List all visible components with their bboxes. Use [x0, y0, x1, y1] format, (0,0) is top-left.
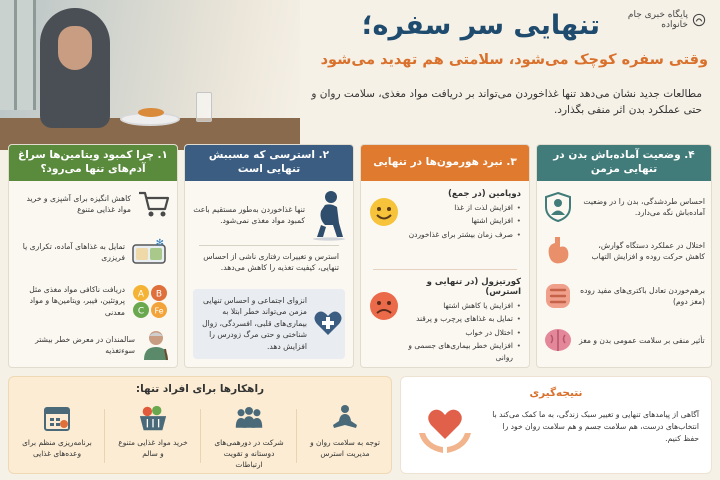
stomach-icon [543, 235, 573, 267]
list-item: • افزایش اشتها [405, 215, 521, 226]
heart-hands-icon [415, 399, 475, 459]
list-item: • افزایش لذت از غذا [405, 202, 521, 213]
conclusion-title: نتیجه‌گیری [529, 387, 583, 399]
item-text: تنها غذاخوردن به‌طور مستقیم باعث کمبود مواد مغذی نمی‌شود. [193, 204, 305, 225]
list-item: • افزایش یا کاهش اشتها [405, 300, 521, 311]
list-item [15, 189, 171, 219]
list-item: • تمایل به غذاهای پرچرب و پرقند [405, 313, 521, 324]
card-title: ۳. نبرد هورمون‌ها در تنهایی [361, 145, 529, 181]
vitamins-icon [131, 283, 171, 319]
solution-text: توجه به سلامت روان و مدیریت استرس [310, 438, 380, 459]
solution-text: برنامه‌ریزی منظم برای وعده‌های غذایی [22, 438, 92, 459]
list-item [543, 191, 705, 223]
divider [199, 245, 339, 246]
dopamine-block [405, 189, 521, 242]
solution-text: شرکت در دورهمی‌های دوستانه و تقویت ارتباطات [214, 438, 284, 470]
list-item: • افزایش خطر بیماری‌های جسمی و روانی [405, 340, 521, 363]
dopamine-heading: دوپامین (در جمع) [448, 189, 521, 199]
vitamin-letter: B [155, 289, 163, 300]
shield-person-icon [543, 191, 573, 223]
card-chronic-alert [536, 144, 712, 368]
grocery-basket-icon [138, 403, 168, 433]
window-illustration [0, 0, 36, 110]
page-subtitle: وقتی سفره کوچک می‌شود، سلامتی هم تهدید می‌شود [320, 52, 708, 68]
list-item [543, 281, 705, 311]
cortisol-block [405, 277, 521, 365]
divider [373, 269, 517, 270]
intestine-icon [543, 281, 573, 311]
water-glass-illustration [196, 92, 212, 122]
solution-text: خرید مواد غذایی متنوع و سالم [118, 438, 188, 459]
item-text: احساس طردشدگی، بدن را در وضعیت آماده‌باش نگه می‌دارد. [583, 196, 705, 217]
list-item [191, 189, 347, 241]
divider [296, 409, 297, 463]
list-item: • اختلال در خواب [405, 327, 521, 338]
solution-item [309, 403, 381, 459]
item-text: دریافت ناکافی مواد مغذی مثل پروتئین، فیبر، ویتامین‌ها و مواد معدنی [29, 284, 125, 317]
conclusion-panel [400, 376, 712, 474]
elderly-icon [141, 329, 171, 361]
item-text: تمایل به غذاهای آماده، تکراری یا فریزری [22, 241, 125, 262]
list-item [15, 329, 171, 361]
svg-text:✻: ✻ [155, 238, 164, 249]
item-text: انزوای اجتماعی و احساس تنهایی مزمن می‌تواند خطر ابتلا به بیماری‌های قلبی، افسردگی، زوال شناختی و حتی مرگ زودرس را افزایش دهد. [202, 296, 307, 351]
header-photo [0, 0, 300, 150]
list-item [199, 251, 339, 274]
logo-text: پایگاه خبری جام خانواده [627, 10, 688, 30]
page-title: تنهایی سر سفره؛ [361, 10, 600, 41]
divider [200, 409, 201, 463]
item-text: اختلال در عملکرد دستگاه گوارش، کاهش حرکت روده و افزایش التهاب [591, 240, 705, 261]
logo-icon [692, 11, 706, 29]
item-text: استرس و تغییرات رفتاری ناشی از احساس تنهایی، کیفیت تغذیه را کاهش می‌دهد. [203, 252, 339, 273]
calendar-icon [42, 403, 72, 433]
site-logo [618, 10, 706, 30]
lonely-woman-illustration [40, 8, 110, 128]
solution-item [213, 403, 285, 470]
happy-face-icon [369, 197, 399, 227]
vitamin-letter: Fe [154, 306, 164, 316]
sad-person-icon [311, 189, 347, 241]
card-hormone-battle [360, 144, 530, 368]
divider [104, 409, 105, 463]
conclusion-text: آگاهی از پیامدهای تنهایی و تغییر سبک زندگی، به ما کمک می‌کند با انتخاب‌های درست، هم سلامت جسم و هم سلامت روان خود را حفظ کنیم. [492, 410, 699, 444]
list-item [543, 235, 705, 267]
list-item [15, 237, 171, 267]
solution-item [21, 403, 93, 459]
people-group-icon [234, 403, 264, 433]
list-item [15, 283, 171, 319]
item-text: برهم‌خوردن تعادل باکتری‌های مفید روده (مغز دوم) [580, 285, 705, 306]
cortisol-heading: کورتیزول (در تنهایی و استرس) [426, 277, 521, 297]
shopping-cart-icon [137, 189, 171, 219]
item-text: سالمندان در معرض خطر بیشتر سوءتغذیه [35, 334, 135, 355]
vitamin-letter: A [137, 289, 145, 300]
card-vitamin-deficiency [8, 144, 178, 368]
brain-icon [543, 327, 573, 355]
list-item [191, 295, 347, 352]
intro-text: مطالعات جدید نشان می‌دهد تنها غذاخوردن می‌تواند بر دریافت مواد مغذی، سلامت روان و حتی عملکرد بدن اثر منفی بگذارد. [311, 88, 702, 117]
item-text: تأثیر منفی بر سلامت عمومی بدن و مغز [579, 336, 705, 346]
list-item [543, 327, 705, 355]
frozen-meal-icon [131, 237, 171, 267]
sad-face-icon [369, 291, 399, 321]
card-title: ۱. چرا کمبود ویتامین‌ها سراغ آدم‌های تنها می‌رود؟ [9, 145, 177, 181]
solutions-title: راهکارها برای افراد تنها: [135, 383, 265, 395]
vitamin-letter: C [137, 306, 145, 317]
food-illustration [138, 108, 164, 117]
card-loneliness-stress [184, 144, 354, 368]
card-title: ۲. استرسی که مسببش تنهایی است [185, 145, 353, 181]
solution-item [117, 403, 189, 459]
list-item: • صرف زمان بیشتر برای غذاخوردن [405, 229, 521, 240]
meditation-icon [330, 403, 360, 433]
item-text: کاهش انگیزه برای آشپزی و خرید مواد غذایی متنوع [26, 193, 131, 214]
card-title: ۴. وضعیت آماده‌باش بدن در تنهایی مزمن [537, 145, 711, 181]
solutions-panel [8, 376, 392, 474]
heart-health-icon [313, 308, 343, 338]
